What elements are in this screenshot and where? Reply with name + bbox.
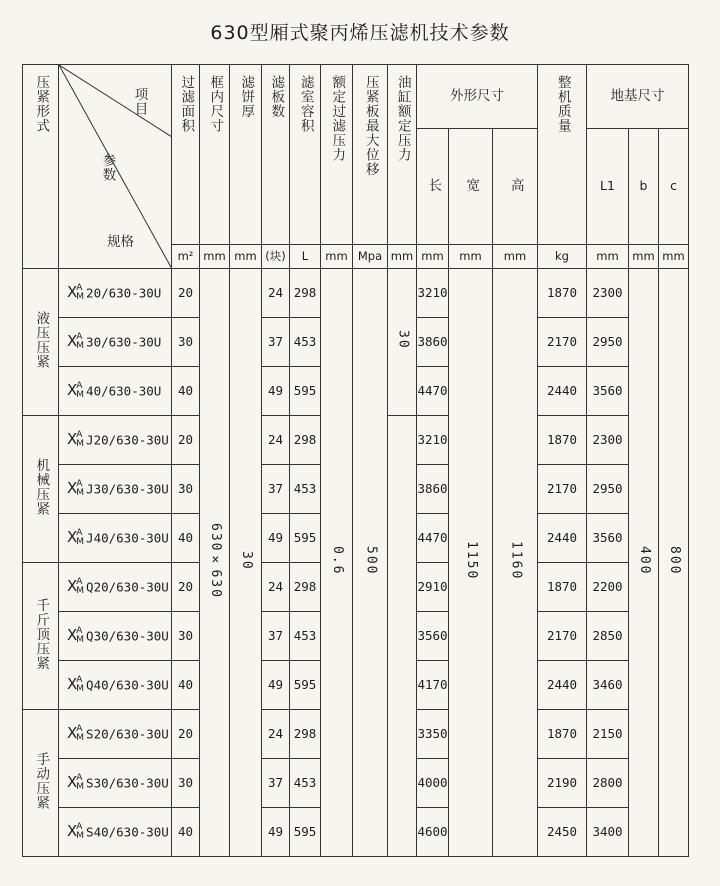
chamber-volume-cell: 298 [290,710,321,759]
unit-cell: mm [230,245,262,269]
unit-cell: mm [417,245,449,269]
model-prefix-sub: M [76,684,85,694]
model-prefix-sub: M [76,439,85,449]
model-prefix [67,529,84,547]
mass-cell: 2440 [538,661,587,710]
filter-area-cell: 40 [172,661,200,710]
header-width: 宽 [449,129,493,245]
header-chamber-volume: 滤室容积 [290,65,321,245]
unit-cell: (块) [262,245,290,269]
header-length: 长 [417,129,449,245]
chamber-volume-cell: 453 [290,612,321,661]
header-row-1 [23,65,719,81]
model-cell [59,367,172,416]
model-prefix-x: X [67,675,78,694]
model-cell [59,514,172,563]
model-prefix-sup: A [76,724,83,734]
unit-cell: Mpa [353,245,388,269]
model-code: S30/630-30U [86,775,169,791]
model-cell [59,269,172,318]
unit-cell: mm [449,245,493,269]
plate-count-cell: 24 [262,416,290,465]
model-prefix-sub: M [76,635,85,645]
chamber-volume-cell: 453 [290,318,321,367]
model-prefix-sub: M [76,488,85,498]
header-dimensions-group: 外形尺寸 [417,65,538,129]
mass-cell: 2440 [538,514,587,563]
vertical-text: 30 [238,550,254,571]
press-type-cell [23,563,59,710]
foundation-c-cell [659,269,689,857]
model-prefix-sub: M [76,586,85,596]
unit-cell: kg [538,245,587,269]
model-code: Q40/630-30U [86,677,169,693]
header-b: b [629,129,659,245]
model-prefix-sup: A [76,675,83,685]
chamber-volume-cell: 298 [290,416,321,465]
filter-area-cell: 30 [172,612,200,661]
model-cell [59,612,172,661]
model-prefix-sub: M [76,733,85,743]
model-prefix [67,774,84,792]
chamber-volume-cell: 298 [290,269,321,318]
max-travel-cell [353,269,388,857]
unit-cell: mm [388,245,417,269]
header-filter-area: 过滤面积 [172,65,200,245]
model-cell [59,808,172,857]
length-cell: 4170 [417,661,449,710]
plate-count-cell: 24 [262,563,290,612]
header-c: c [659,129,689,245]
l1-cell: 2800 [587,759,629,808]
filter-area-cell: 40 [172,367,200,416]
model-prefix-x: X [67,724,78,743]
l1-cell: 2950 [587,318,629,367]
model-prefix-sup: A [76,626,83,636]
l1-cell: 3400 [587,808,629,857]
model-prefix-sup: A [76,822,83,832]
header-press-type: 压紧形式 [23,65,59,269]
model-code: 30/630-30U [86,334,162,350]
filter-area-cell: 20 [172,710,200,759]
chamber-volume-cell: 298 [290,563,321,612]
model-code: S40/630-30U [86,824,169,840]
model-cell [59,563,172,612]
unit-cell: mm [493,245,538,269]
filter-area-cell: 40 [172,514,200,563]
model-prefix [67,725,84,743]
model-prefix [67,431,84,449]
model-cell [59,318,172,367]
chamber-volume-cell: 453 [290,465,321,514]
table-row [23,269,719,318]
model-prefix-sup: A [76,577,83,587]
header-machine-mass: 整机质量 [538,65,587,245]
plate-count-cell: 37 [262,318,290,367]
model-prefix-x: X [67,528,78,547]
unit-cell: mm [629,245,659,269]
plate-count-cell: 49 [262,808,290,857]
press-type-cell [23,416,59,563]
spec-table [22,64,719,857]
mass-cell: 1870 [538,563,587,612]
unit-cell: mm [587,245,629,269]
plate-count-cell: 37 [262,465,290,514]
header-plate-count: 滤板数 [262,65,290,245]
model-prefix-x: X [67,283,78,302]
model-code: 20/630-30U [86,285,162,301]
mass-cell: 2170 [538,612,587,661]
vertical-text: 液压压紧 [33,311,50,370]
length-cell: 3210 [417,269,449,318]
model-prefix-sup: A [76,430,83,440]
l1-cell: 3560 [587,367,629,416]
header-filter-pressure: 额定过滤压力 [321,65,353,245]
chamber-volume-cell: 595 [290,661,321,710]
plate-count-cell: 49 [262,367,290,416]
model-cell [59,416,172,465]
mass-cell: 2450 [538,808,587,857]
header-foundation-group: 地基尺寸 [587,65,689,129]
vertical-text: 0.6 [329,546,345,576]
filter-area-cell: 20 [172,563,200,612]
vertical-text: 1160 [508,541,524,581]
model-code: S20/630-30U [86,726,169,742]
vertical-text: 400 [636,546,652,576]
filter-area-cell: 30 [172,759,200,808]
plate-count-cell: 49 [262,661,290,710]
model-prefix-x: X [67,577,78,596]
height-cell [493,269,538,857]
l1-cell: 3560 [587,514,629,563]
plate-count-cell: 37 [262,759,290,808]
header-item-label: 项目 [131,87,148,116]
cylinder-pressure-cell [388,269,417,416]
vertical-text: 手动压紧 [33,752,50,811]
mass-cell: 2190 [538,759,587,808]
header-height: 高 [493,129,538,245]
model-prefix [67,284,84,302]
unit-cell: L [290,245,321,269]
plate-count-cell: 24 [262,269,290,318]
model-prefix [67,333,84,351]
foundation-b-cell [629,269,659,857]
vertical-text: 500 [363,546,379,576]
page-title: 630型厢式聚丙烯压滤机技术参数 [210,22,510,44]
mass-cell: 2170 [538,465,587,514]
chamber-volume-cell: 595 [290,367,321,416]
l1-cell: 2150 [587,710,629,759]
mass-cell: 1870 [538,416,587,465]
model-prefix [67,480,84,498]
length-cell: 3860 [417,465,449,514]
unit-cell: mm [321,245,353,269]
model-prefix-sup: A [76,773,83,783]
mass-cell: 1870 [538,269,587,318]
filter-area-cell: 20 [172,416,200,465]
plate-count-cell: 49 [262,514,290,563]
unit-cell: mm [659,245,689,269]
cake-thickness-cell [230,269,262,857]
model-code: J40/630-30U [86,530,169,546]
model-prefix-sup: A [76,381,83,391]
header-spec-label: 规格 [107,234,134,250]
model-prefix-sup: A [76,528,83,538]
frame-size-cell [200,269,230,857]
filter-area-cell: 30 [172,465,200,514]
chamber-volume-cell: 595 [290,514,321,563]
model-cell [59,661,172,710]
model-cell [59,710,172,759]
plate-count-cell: 37 [262,612,290,661]
length-cell: 3350 [417,710,449,759]
l1-cell: 2300 [587,269,629,318]
model-prefix-x: X [67,822,78,841]
model-cell [59,759,172,808]
vertical-text: 630×630 [207,522,223,599]
width-cell [449,269,493,857]
press-type-cell [23,710,59,857]
vertical-text: 千斤顶压紧 [33,598,50,671]
model-prefix-sub: M [76,782,85,792]
model-prefix-sub: M [76,341,85,351]
length-cell: 4600 [417,808,449,857]
model-prefix-sup: A [76,479,83,489]
header-frame-size: 框内尺寸 [200,65,230,245]
model-code: 40/630-30U [86,383,162,399]
model-code: J30/630-30U [86,481,169,497]
filter-area-cell: 30 [172,318,200,367]
header-cylinder-pressure: 油缸额定压力 [388,65,417,245]
model-prefix-x: X [67,479,78,498]
l1-cell: 3460 [587,661,629,710]
header-cake-thickness: 滤饼厚 [230,65,262,245]
model-prefix [67,676,84,694]
unit-cell: mm [200,245,230,269]
model-code: Q20/630-30U [86,579,169,595]
mass-cell: 2440 [538,367,587,416]
length-cell: 3860 [417,318,449,367]
filter-pressure-cell [321,269,353,857]
model-code: J20/630-30U [86,432,169,448]
model-prefix [67,578,84,596]
model-prefix-sub: M [76,831,85,841]
header-max-travel: 压紧板最大位移 [353,65,388,245]
model-prefix-sub: M [76,390,85,400]
mass-cell: 1870 [538,710,587,759]
model-prefix [67,627,84,645]
length-cell: 4470 [417,514,449,563]
mass-cell: 2170 [538,318,587,367]
length-cell: 2910 [417,563,449,612]
plate-count-cell: 24 [262,710,290,759]
model-prefix [67,382,84,400]
header-l1: L1 [587,129,629,245]
length-cell: 4000 [417,759,449,808]
model-prefix-x: X [67,773,78,792]
l1-cell: 2300 [587,416,629,465]
header-param-label: 参数 [99,153,116,182]
model-prefix-sup: A [76,283,83,293]
press-type-cell [23,269,59,416]
vertical-text: 30 [395,330,411,351]
length-cell: 4470 [417,367,449,416]
model-prefix-sup: A [76,332,83,342]
filter-area-cell: 20 [172,269,200,318]
vertical-text: 1150 [463,541,479,581]
model-prefix-x: X [67,626,78,645]
model-cell [59,465,172,514]
l1-cell: 2850 [587,612,629,661]
model-prefix-sub: M [76,537,85,547]
l1-cell: 2950 [587,465,629,514]
model-prefix-x: X [67,430,78,449]
model-prefix-sub: M [76,292,85,302]
model-prefix-x: X [67,332,78,351]
model-code: Q30/630-30U [86,628,169,644]
header-diagonal-cell [59,65,172,269]
vertical-text: 机械压紧 [33,458,50,517]
model-prefix-x: X [67,381,78,400]
filter-area-cell: 40 [172,808,200,857]
chamber-volume-cell: 595 [290,808,321,857]
model-prefix [67,823,84,841]
length-cell: 3560 [417,612,449,661]
l1-cell: 2200 [587,563,629,612]
cylinder-pressure-empty-cell [388,416,417,857]
vertical-text: 800 [666,546,682,576]
unit-cell: m² [172,245,200,269]
length-cell: 3210 [417,416,449,465]
chamber-volume-cell: 453 [290,759,321,808]
